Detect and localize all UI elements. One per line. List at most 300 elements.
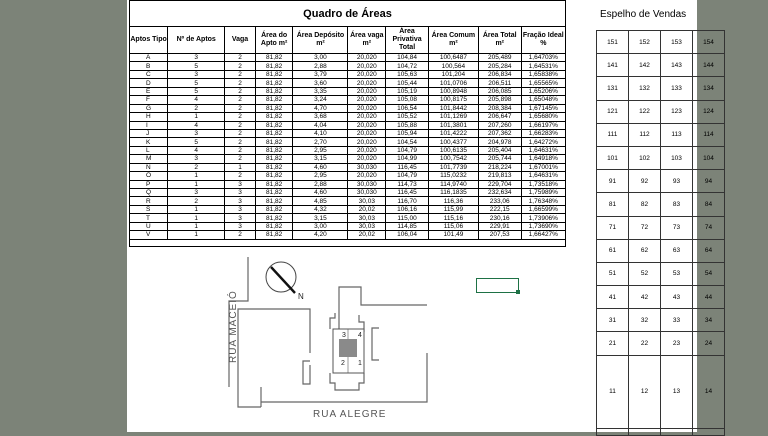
unit-cell[interactable]: 21	[597, 332, 629, 355]
table-cell[interactable]: 116,45	[386, 189, 429, 197]
unit-cell[interactable]: 22	[629, 332, 661, 355]
unit-cell[interactable]	[693, 428, 725, 435]
table-cell[interactable]: 81,82	[255, 96, 293, 104]
table-cell[interactable]: 106,16	[386, 205, 429, 213]
table-cell[interactable]: 205,404	[478, 146, 521, 154]
table-cell[interactable]: 20,020	[348, 54, 386, 62]
table-cell[interactable]: 1	[168, 205, 225, 213]
table-cell[interactable]: 105,08	[386, 96, 429, 104]
unit-cell[interactable]: 151	[597, 31, 629, 54]
table-cell[interactable]: 205,284	[478, 62, 521, 70]
table-cell[interactable]: 101,1269	[428, 113, 478, 121]
unit-cell[interactable]: 63	[661, 239, 693, 262]
table-cell[interactable]: 104,72	[386, 62, 429, 70]
table-cell[interactable]: 81,82	[255, 62, 293, 70]
table-cell[interactable]: 101,3801	[428, 121, 478, 129]
table-cell[interactable]: 1,73518%	[521, 180, 565, 188]
table-cell[interactable]: 81,82	[255, 155, 293, 163]
unit-cell[interactable]: 33	[661, 309, 693, 332]
table-cell[interactable]: 3,15	[293, 214, 348, 222]
table-cell[interactable]: E	[130, 87, 168, 95]
table-cell[interactable]: 105,44	[386, 79, 429, 87]
table-cell[interactable]: 81,82	[255, 163, 293, 171]
table-cell[interactable]: 105,52	[386, 113, 429, 121]
unit-cell[interactable]: 104	[693, 146, 725, 169]
table-cell[interactable]: M	[130, 155, 168, 163]
table-row	[597, 146, 725, 169]
table-cell[interactable]: 2,88	[293, 62, 348, 70]
table-cell[interactable]: 204,978	[478, 138, 521, 146]
table-cell[interactable]: 4,04	[293, 121, 348, 129]
table-cell[interactable]: 104,79	[386, 172, 429, 180]
table-cell[interactable]: 1	[168, 172, 225, 180]
table-cell[interactable]: 30,030	[348, 189, 386, 197]
table-cell[interactable]: 4,32	[293, 205, 348, 213]
north-arrow	[266, 262, 304, 301]
table-cell[interactable]: 116,36	[428, 197, 478, 205]
table-cell[interactable]: 100,564	[428, 62, 478, 70]
table-cell[interactable]: 115,00	[386, 214, 429, 222]
table-cell[interactable]: 207,260	[478, 121, 521, 129]
table-cell[interactable]: 114,73	[386, 180, 429, 188]
table-cell[interactable]: 1,66283%	[521, 129, 565, 137]
table-cell[interactable]: 101,204	[428, 70, 478, 78]
table-row	[130, 113, 565, 121]
unit-cell[interactable]: 73	[661, 216, 693, 239]
table-cell[interactable]: 2	[225, 231, 256, 239]
table-cell[interactable]: 2	[225, 129, 256, 137]
unit-cell[interactable]: 14	[693, 355, 725, 428]
table-cell[interactable]: 205,489	[478, 54, 521, 62]
table-cell[interactable]: 101,7739	[428, 163, 478, 171]
table-cell[interactable]: 1,73906%	[521, 214, 565, 222]
table-cell[interactable]: 206,085	[478, 87, 521, 95]
north-label: N	[298, 292, 304, 301]
unit-cell[interactable]: 121	[597, 100, 629, 123]
table-cell[interactable]: 2	[225, 104, 256, 112]
table-cell[interactable]: D	[130, 79, 168, 87]
table-cell[interactable]: 81,82	[255, 79, 293, 87]
table-cell[interactable]: 115,0232	[428, 172, 478, 180]
unit-cell[interactable]: 114	[693, 123, 725, 146]
unit-cell[interactable]: 143	[661, 54, 693, 77]
table-cell[interactable]: 3	[225, 180, 256, 188]
table-cell[interactable]: 20,020	[348, 113, 386, 121]
table-cell[interactable]: 30,030	[348, 180, 386, 188]
table-cell[interactable]: 1,76348%	[521, 197, 565, 205]
table-cell[interactable]: 1,66197%	[521, 121, 565, 129]
table-cell[interactable]: 230,16	[478, 214, 521, 222]
table-cell[interactable]: 116,70	[386, 197, 429, 205]
table-cell[interactable]: 81,82	[255, 121, 293, 129]
table-cell[interactable]: 2	[225, 54, 256, 62]
table-cell[interactable]: 81,82	[255, 172, 293, 180]
table-cell[interactable]: 20,020	[348, 121, 386, 129]
table-cell[interactable]: 30,03	[348, 222, 386, 230]
table-cell[interactable]: 104,84	[386, 54, 429, 62]
table-cell[interactable]: B	[130, 62, 168, 70]
table-cell[interactable]: 81,82	[255, 197, 293, 205]
table-cell[interactable]: J	[130, 129, 168, 137]
table-cell[interactable]: 4,60	[293, 189, 348, 197]
table-cell[interactable]: 1,64703%	[521, 54, 565, 62]
table-row	[130, 189, 565, 197]
table-cell[interactable]: 4,70	[293, 104, 348, 112]
unit-cell[interactable]: 51	[597, 262, 629, 285]
table-cell[interactable]: I	[130, 121, 168, 129]
unit-cell[interactable]: 124	[693, 100, 725, 123]
table-cell[interactable]: 105,94	[386, 129, 429, 137]
unit-cell[interactable]	[629, 428, 661, 435]
table-cell[interactable]: 1,64631%	[521, 146, 565, 154]
unit-cell[interactable]: 52	[629, 262, 661, 285]
table-cell[interactable]: N	[130, 163, 168, 171]
table-cell[interactable]: 205,898	[478, 96, 521, 104]
table-cell[interactable]: 101,4222	[428, 129, 478, 137]
table-row	[597, 216, 725, 239]
table-cell[interactable]: 2	[225, 172, 256, 180]
table-cell[interactable]: 100,8948	[428, 87, 478, 95]
table-cell[interactable]: 1,65565%	[521, 79, 565, 87]
table-cell[interactable]: L	[130, 146, 168, 154]
table-cell[interactable]: 106,04	[386, 231, 429, 239]
unit-cell[interactable]: 81	[597, 193, 629, 216]
table-cell[interactable]: 2	[168, 197, 225, 205]
table-cell[interactable]: 3,60	[293, 79, 348, 87]
table-cell[interactable]: R	[130, 197, 168, 205]
unit-cell[interactable]: 101	[597, 146, 629, 169]
unit-cell[interactable]: 34	[693, 309, 725, 332]
table-cell[interactable]: 4	[168, 96, 225, 104]
table-cell[interactable]: 1,66427%	[521, 231, 565, 239]
selected-cell[interactable]	[476, 278, 519, 293]
unit-cell[interactable]: 64	[693, 239, 725, 262]
table-cell[interactable]: 2	[225, 138, 256, 146]
unit-cell[interactable]: 122	[629, 100, 661, 123]
unit-cell[interactable]	[597, 428, 629, 435]
table-cell[interactable]: 207,53	[478, 231, 521, 239]
table-cell[interactable]: 20,02	[348, 231, 386, 239]
table-cell[interactable]: 115,16	[428, 214, 478, 222]
table-cell[interactable]: 2	[225, 79, 256, 87]
table-cell[interactable]: 101,0706	[428, 79, 478, 87]
table-cell[interactable]: 2,88	[293, 180, 348, 188]
table-cell[interactable]: 106,54	[386, 104, 429, 112]
table-cell[interactable]: 101,49	[428, 231, 478, 239]
table-cell[interactable]: 20,020	[348, 79, 386, 87]
unit-cell[interactable]: 91	[597, 170, 629, 193]
table-cell[interactable]: 5	[168, 62, 225, 70]
table-row	[130, 138, 565, 146]
unit-cell[interactable]: 71	[597, 216, 629, 239]
unit-cell[interactable]: 12	[629, 355, 661, 428]
table-cell[interactable]: 2	[225, 96, 256, 104]
unit-cell[interactable]: 131	[597, 77, 629, 100]
table-cell[interactable]: 3	[225, 189, 256, 197]
table-cell[interactable]: 3,35	[293, 87, 348, 95]
table-cell[interactable]: F	[130, 96, 168, 104]
table-cell[interactable]: 218,224	[478, 163, 521, 171]
table-cell[interactable]: 81,82	[255, 222, 293, 230]
table-cell[interactable]: 3	[168, 155, 225, 163]
table-cell[interactable]: 81,82	[255, 104, 293, 112]
table-cell[interactable]: 4,60	[293, 163, 348, 171]
unit-cell[interactable]: 23	[661, 332, 693, 355]
unit-cell[interactable]: 41	[597, 286, 629, 309]
table-cell[interactable]: 1	[168, 231, 225, 239]
table-cell[interactable]: 1,73690%	[521, 222, 565, 230]
table-cell[interactable]: C	[130, 70, 168, 78]
table-cell[interactable]: 1	[168, 113, 225, 121]
table-cell[interactable]: 20,020	[348, 87, 386, 95]
table-cell[interactable]: 30,03	[348, 214, 386, 222]
unit-cell[interactable]: 11	[597, 355, 629, 428]
table-cell[interactable]: V	[130, 231, 168, 239]
table-cell[interactable]: 105,19	[386, 87, 429, 95]
table-cell[interactable]: 81,82	[255, 146, 293, 154]
apt-number-1: 1	[358, 360, 362, 367]
unit-cell[interactable]	[661, 428, 693, 435]
table-cell[interactable]: 20,02	[348, 205, 386, 213]
unit-cell[interactable]: 82	[629, 193, 661, 216]
unit-cell[interactable]: 102	[629, 146, 661, 169]
table-cell[interactable]: S	[130, 205, 168, 213]
table-cell[interactable]: 20,020	[348, 70, 386, 78]
table-cell[interactable]: 3	[225, 214, 256, 222]
table-cell[interactable]: 20,020	[348, 146, 386, 154]
table-cell[interactable]: 1	[168, 214, 225, 222]
table-cell[interactable]: 5	[168, 138, 225, 146]
table-cell[interactable]: 115,06	[428, 222, 478, 230]
table-cell[interactable]: 81,82	[255, 70, 293, 78]
table-cell[interactable]: 2	[225, 113, 256, 121]
table-cell[interactable]: O	[130, 172, 168, 180]
table-cell[interactable]: 81,82	[255, 231, 293, 239]
unit-cell[interactable]: 133	[661, 77, 693, 100]
table-cell[interactable]: 2	[168, 104, 225, 112]
table-cell[interactable]: 116,1835	[428, 189, 478, 197]
unit-cell[interactable]: 43	[661, 286, 693, 309]
unit-cell[interactable]: 24	[693, 332, 725, 355]
table-cell[interactable]: 206,511	[478, 79, 521, 87]
table-cell[interactable]: 81,82	[255, 113, 293, 121]
spreadsheet-sheet	[127, 0, 714, 432]
unit-cell[interactable]: 113	[661, 123, 693, 146]
table-cell[interactable]: 206,647	[478, 113, 521, 121]
table-cell[interactable]: 207,362	[478, 129, 521, 137]
table-cell[interactable]: P	[130, 180, 168, 188]
unit-cell[interactable]: 54	[693, 262, 725, 285]
table-cell[interactable]: 104,54	[386, 138, 429, 146]
table-cell[interactable]: 3,79	[293, 70, 348, 78]
table-cell[interactable]: 115,99	[428, 205, 478, 213]
unit-cell[interactable]: 32	[629, 309, 661, 332]
table-cell[interactable]: 4,20	[293, 231, 348, 239]
table-cell[interactable]: 2	[225, 87, 256, 95]
table-cell[interactable]: 2	[225, 121, 256, 129]
table-cell[interactable]: 3	[225, 197, 256, 205]
table-cell[interactable]: 100,7542	[428, 155, 478, 163]
table-cell[interactable]: 3	[225, 222, 256, 230]
table-cell[interactable]: K	[130, 138, 168, 146]
table-cell[interactable]: 2,95	[293, 146, 348, 154]
table-cell[interactable]: 30,030	[348, 163, 386, 171]
unit-cell[interactable]: 152	[629, 31, 661, 54]
table-cell[interactable]: 1,64918%	[521, 155, 565, 163]
table-cell[interactable]: 20,020	[348, 138, 386, 146]
table-cell[interactable]: 4	[168, 121, 225, 129]
table-cell[interactable]: 1,65206%	[521, 87, 565, 95]
unit-cell[interactable]: 61	[597, 239, 629, 262]
table-cell[interactable]: 81,82	[255, 214, 293, 222]
table-cell[interactable]: A	[130, 54, 168, 62]
table-cell[interactable]: 1,65048%	[521, 96, 565, 104]
table-cell[interactable]: H	[130, 113, 168, 121]
table-cell[interactable]: 5	[168, 87, 225, 95]
table-cell[interactable]: 105,88	[386, 121, 429, 129]
table-row	[130, 231, 565, 239]
table-cell[interactable]: 20,020	[348, 104, 386, 112]
table-cell[interactable]: 3	[168, 54, 225, 62]
table-cell[interactable]: 4,10	[293, 129, 348, 137]
table-cell[interactable]: 2	[168, 163, 225, 171]
table-cell[interactable]: 20,020	[348, 129, 386, 137]
table-cell[interactable]: 229,91	[478, 222, 521, 230]
unit-cell[interactable]: 94	[693, 170, 725, 193]
table-cell[interactable]: 20,020	[348, 62, 386, 70]
unit-cell[interactable]: 132	[629, 77, 661, 100]
table-cell[interactable]: 233,06	[478, 197, 521, 205]
unit-cell[interactable]: 142	[629, 54, 661, 77]
table-cell[interactable]: 114,85	[386, 222, 429, 230]
table-cell[interactable]: 101,8442	[428, 104, 478, 112]
table-cell[interactable]: 208,384	[478, 104, 521, 112]
table-cell[interactable]: 1,65680%	[521, 113, 565, 121]
column-header: Área Privativa Total	[386, 27, 429, 54]
table-cell[interactable]: 3,15	[293, 155, 348, 163]
table-cell[interactable]: 222,15	[478, 205, 521, 213]
table-cell[interactable]: 1,64531%	[521, 62, 565, 70]
table-cell[interactable]: 100,6135	[428, 146, 478, 154]
table-cell[interactable]: 81,82	[255, 129, 293, 137]
unit-cell[interactable]: 141	[597, 54, 629, 77]
table-cell[interactable]: 100,8175	[428, 96, 478, 104]
table-cell[interactable]: 81,82	[255, 54, 293, 62]
table-cell[interactable]: 105,63	[386, 70, 429, 78]
table-cell[interactable]: 104,99	[386, 155, 429, 163]
table-cell[interactable]: T	[130, 214, 168, 222]
table-cell[interactable]: 229,704	[478, 180, 521, 188]
unit-cell[interactable]: 84	[693, 193, 725, 216]
table-cell[interactable]: Q	[130, 189, 168, 197]
unit-cell[interactable]: 44	[693, 286, 725, 309]
table-cell[interactable]: 1,75989%	[521, 189, 565, 197]
table-cell[interactable]: 3	[168, 189, 225, 197]
unit-cell[interactable]: 112	[629, 123, 661, 146]
table-cell[interactable]: 3,00	[293, 222, 348, 230]
table-cell[interactable]: 30,03	[348, 197, 386, 205]
table-cell[interactable]: 232,634	[478, 189, 521, 197]
table-cell[interactable]: 206,834	[478, 70, 521, 78]
table-cell[interactable]: 2,95	[293, 172, 348, 180]
table-cell[interactable]: 1,64272%	[521, 138, 565, 146]
table-cell[interactable]: 219,813	[478, 172, 521, 180]
unit-cell[interactable]: 42	[629, 286, 661, 309]
table-cell[interactable]: 2	[225, 146, 256, 154]
table-row	[130, 205, 565, 213]
table-cell[interactable]: 1	[225, 163, 256, 171]
fill-handle[interactable]	[516, 290, 520, 294]
unit-cell[interactable]: 13	[661, 355, 693, 428]
table-cell[interactable]: 2	[225, 70, 256, 78]
table-cell[interactable]: 1,64631%	[521, 172, 565, 180]
table-cell[interactable]: 3	[225, 205, 256, 213]
table-cell[interactable]: 2,70	[293, 138, 348, 146]
unit-cell[interactable]: 74	[693, 216, 725, 239]
unit-cell[interactable]: 83	[661, 193, 693, 216]
table-cell[interactable]: 2	[225, 155, 256, 163]
table-cell[interactable]: 20,020	[348, 155, 386, 163]
table-cell[interactable]: 5	[168, 79, 225, 87]
table-cell[interactable]: 3,00	[293, 54, 348, 62]
table-cell[interactable]: 3	[168, 70, 225, 78]
table-cell[interactable]: 81,82	[255, 189, 293, 197]
table-cell[interactable]: U	[130, 222, 168, 230]
table-cell[interactable]: 3,68	[293, 113, 348, 121]
table-row	[130, 121, 565, 129]
unit-cell[interactable]: 31	[597, 309, 629, 332]
table-cell[interactable]: 4	[168, 146, 225, 154]
table-cell[interactable]: 81,82	[255, 180, 293, 188]
table-cell[interactable]: 100,4377	[428, 138, 478, 146]
table-cell[interactable]: 114,9740	[428, 180, 478, 188]
unit-cell[interactable]: 123	[661, 100, 693, 123]
table-cell[interactable]: 81,82	[255, 87, 293, 95]
table-cell[interactable]: 1,67145%	[521, 104, 565, 112]
table-cell[interactable]: 3,24	[293, 96, 348, 104]
table-cell[interactable]: 1,67001%	[521, 163, 565, 171]
unit-cell[interactable]: 62	[629, 239, 661, 262]
unit-cell[interactable]: 144	[693, 54, 725, 77]
table-cell[interactable]: 81,82	[255, 205, 293, 213]
table-cell[interactable]: 1	[168, 180, 225, 188]
table-cell[interactable]: 1	[168, 222, 225, 230]
unit-cell[interactable]: 134	[693, 77, 725, 100]
table-cell[interactable]: 2	[225, 62, 256, 70]
unit-cell[interactable]: 153	[661, 31, 693, 54]
table-cell[interactable]: 20,020	[348, 96, 386, 104]
unit-cell[interactable]: 154	[693, 31, 725, 54]
table-cell[interactable]: 205,744	[478, 155, 521, 163]
unit-cell[interactable]: 53	[661, 262, 693, 285]
table-cell[interactable]: 3	[168, 129, 225, 137]
table-cell[interactable]: 1,66599%	[521, 205, 565, 213]
table-cell[interactable]: 1,65838%	[521, 70, 565, 78]
unit-cell[interactable]: 103	[661, 146, 693, 169]
table-cell[interactable]: 4,85	[293, 197, 348, 205]
table-cell[interactable]: 81,82	[255, 138, 293, 146]
unit-cell[interactable]: 92	[629, 170, 661, 193]
table-cell[interactable]: G	[130, 104, 168, 112]
table-cell[interactable]: 104,79	[386, 146, 429, 154]
plan-lines	[229, 257, 427, 407]
unit-cell[interactable]: 72	[629, 216, 661, 239]
table-cell[interactable]: 20,020	[348, 172, 386, 180]
unit-cell[interactable]: 111	[597, 123, 629, 146]
unit-cell[interactable]: 93	[661, 170, 693, 193]
table-cell[interactable]: 100,6487	[428, 54, 478, 62]
table-cell[interactable]: 116,45	[386, 163, 429, 171]
